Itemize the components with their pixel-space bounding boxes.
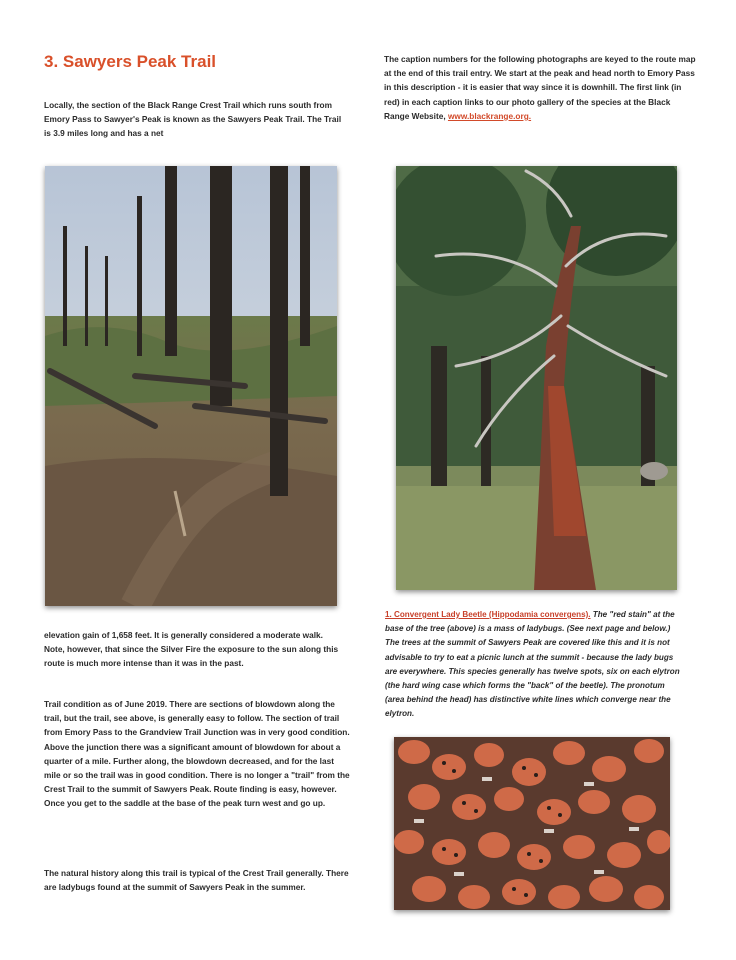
trail-condition-paragraph: Trail condition as of June 2019. There are sections of blowdown along the trail, but the trail, see above, is generally easy to follow. The section of trail from Emory Pass to the Grandview Trail Junction was in very good condition. Above the junction there was a significant amount of blowdown for about a quarter of a mile. Further along, the blowdown decreased, and for the last mile or so the trail was in good condition. There is no longer a "trail" from the Crest Trail to the summit of Sawyers Peak. Route finding is easy, however. Once you get to the saddle at the base of the peak turn west and go up. <box>44 699 350 809</box>
burned-forest-photo <box>45 166 337 606</box>
photo-caption <box>385 608 685 722</box>
caption-text: The "red stain" at the base of the tree (above) is a mass of ladybugs. (See next page and below.) The trees at the summit of Sawyers Peak are covered like this and it is not advisable to try to eat a picnic lunch at the summit - because the lady bugs are everywhere. This species generally has twelve spots, six on each elytron (the hard wing case which forms the "back" of the beetle). The pronotum (area behind the head) has distinctive white lines which converge near the elytron. <box>385 610 680 719</box>
ladybug-cluster-photo <box>394 737 670 910</box>
right-intro-paragraph <box>384 52 696 123</box>
right-intro-text: The caption numbers for the following photographs are keyed to the route map at the end of this trail entry. We start at the peak and head north to Emory Pass in this description - it is easier that way since it is downhill. The first link (in red) in each caption links to our photo gallery of the species at the Black Range Website, <box>384 54 696 121</box>
ladybeetle-species-link[interactable]: 1. Convergent Lady Beetle (Hippodamia convergens). <box>385 610 591 619</box>
blackrange-website-link[interactable]: www.blackrange.org. <box>447 110 532 121</box>
elevation-paragraph: elevation gain of 1,658 feet. It is generally considered a moderate walk. Note, however, that since the Silver Fire the exposure to the sun along this route is much more intense than it was in the past. <box>44 630 339 669</box>
ponderosa-tree-photo <box>396 166 677 590</box>
intro-paragraph: Locally, the section of the Black Range Crest Trail which runs south from Emory Pass to Sawyer's Peak is known as the Sawyers Peak Trail. The Trail is 3.9 miles long and has a net <box>44 100 342 139</box>
page-title: 3. Sawyers Peak Trail <box>44 52 217 71</box>
natural-history-paragraph: The natural history along this trail is typical of the Crest Trail generally. There are ladybugs found at the summit of Sawyers Peak in the summer. <box>44 868 349 893</box>
